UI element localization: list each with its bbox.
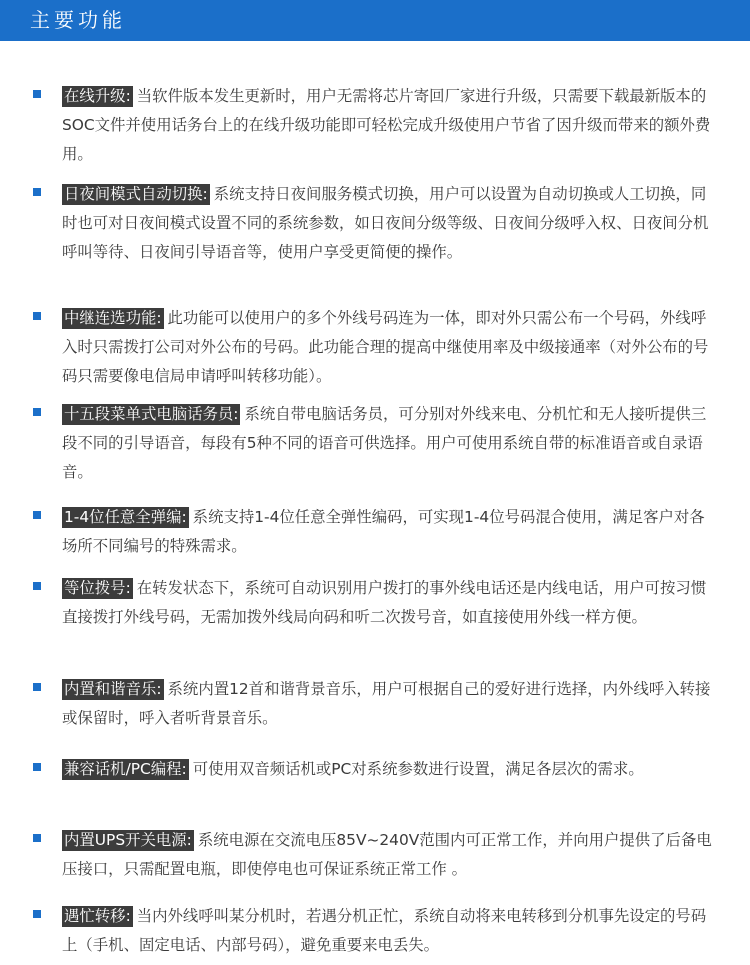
feature-label: 内置UPS开关电源:	[64, 831, 192, 849]
feature-description	[62, 180, 718, 267]
feature-text: 系统自带电脑话务员，可分别对外线来电、分机忙和无人接听提供三段不同的引导语音，每段有5种不同的语音可供选择。用户可使用系统自带的标准语音或自录语音。	[62, 405, 707, 481]
feature-description	[62, 400, 718, 487]
square-bullet-icon	[33, 683, 41, 691]
square-bullet-icon	[33, 408, 41, 416]
feature-text: 在转发状态下，系统可自动识别用户拨打的事外线电话还是内线电话，用户可按习惯直接拨打外线号码，无需加拨外线局向码和听二次拨号音，如直接使用外线一样方便。	[62, 579, 707, 626]
feature-label: 1-4位任意全弹编:	[64, 508, 187, 526]
feature-text: 当内外线呼叫某分机时，若遇分机正忙，系统自动将来电转移到分机事先设定的号码上（手机、固定电话、内部号码），避免重要来电丢失。	[62, 907, 707, 954]
feature-description	[62, 304, 718, 391]
section-title: 主要功能	[30, 8, 126, 32]
feature-description	[62, 826, 718, 884]
feature-label: 十五段菜单式电脑话务员:	[64, 405, 239, 423]
feature-label: 在线升级:	[64, 87, 131, 105]
feature-description	[62, 902, 718, 960]
feature-text: 系统电源在交流电压85V~240V范围内可正常工作，并向用户提供了后备电压接口，只需配置电瓶，即使停电也可保证系统正常工作 。	[62, 831, 712, 878]
feature-label: 日夜间模式自动切换:	[64, 185, 208, 203]
square-bullet-icon	[33, 511, 41, 519]
feature-text: 此功能可以使用户的多个外线号码连为一体，即对外只需公布一个号码，外线呼入时只需拨打公司对外公布的号码。此功能合理的提高中继使用率及中级接通率（对外公布的号码只需要像电信局申请呼叫转移功能）。	[62, 309, 709, 385]
feature-text: 当软件版本发生更新时，用户无需将芯片寄回厂家进行升级，只需要下载最新版本的SOC文件并使用话务台上的在线升级功能即可轻松完成升级使用户节省了因升级而带来的额外费用。	[62, 87, 711, 163]
feature-label: 等位拨号:	[64, 579, 131, 597]
feature-description	[62, 675, 718, 733]
feature-description	[62, 82, 718, 169]
feature-label: 内置和谐音乐:	[64, 680, 162, 698]
square-bullet-icon	[33, 582, 41, 590]
square-bullet-icon	[33, 90, 41, 98]
feature-description	[62, 755, 718, 784]
feature-text: 可使用双音频话机或PC对系统参数进行设置，满足各层次的需求。	[192, 760, 644, 778]
feature-description	[62, 574, 718, 632]
feature-label: 中继连选功能:	[64, 309, 162, 327]
square-bullet-icon	[33, 763, 41, 771]
feature-label: 兼容话机/PC编程:	[64, 760, 187, 778]
feature-text: 系统内置12首和谐背景音乐，用户可根据自己的爱好进行选择，内外线呼入转接或保留时，呼入者听背景音乐。	[62, 680, 711, 727]
feature-label: 遇忙转移:	[64, 907, 131, 925]
feature-description	[62, 503, 718, 561]
section-header	[0, 0, 750, 41]
feature-text: 系统支持日夜间服务模式切换，用户可以设置为自动切换或人工切换，同时也可对日夜间模式设置不同的系统参数，如日夜间分级等级、日夜间分级呼入权、日夜间分机呼叫等待、日夜间引导语音等，使用户享受更简便的操作。	[62, 185, 709, 261]
square-bullet-icon	[33, 312, 41, 320]
square-bullet-icon	[33, 910, 41, 918]
square-bullet-icon	[33, 834, 41, 842]
square-bullet-icon	[33, 188, 41, 196]
feature-text: 系统支持1-4位任意全弹性编码，可实现1-4位号码混合使用，满足客户对各场所不同编号的特殊需求。	[62, 508, 705, 555]
